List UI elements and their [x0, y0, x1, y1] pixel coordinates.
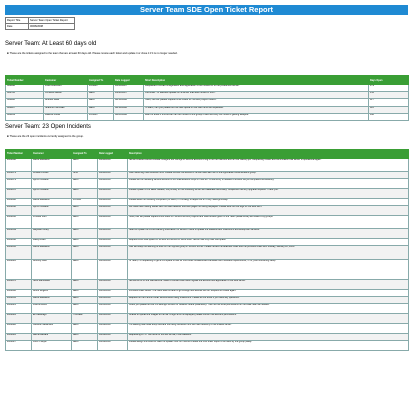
table-cell: 06/05/2008	[98, 246, 128, 260]
table-cell: I'm seeking that these temp files and not being removed from the main directory of the shared server.	[128, 324, 409, 334]
table-header-row	[6, 76, 409, 85]
table-cell: 117	[369, 99, 409, 106]
table-cell: Server crashed without Please configure the ConfigPro Service account to log on to the machine and run the backup job. Requesting restart and confirmation that server is operational again.	[128, 159, 409, 172]
table-cell: User switching roles effective 6/09. Please remove his access to SPM03 and add him to the Application Administrators group.	[128, 172, 409, 179]
table-row	[6, 341, 409, 351]
table-cell: Want to know if this server can be moved to the group's rack and why the move is getting delayed.	[144, 113, 369, 120]
table-row	[6, 206, 409, 216]
table-cell: 4060090	[6, 159, 32, 172]
table-cell: 06/04/2008	[98, 341, 128, 351]
table-cell: Request 2008 disk space on SPM03 ROSA/R3 on the E drive. Server has only 2GB free space.	[128, 239, 409, 246]
table-cell: LOGAN	[88, 85, 114, 92]
column-header: Date Logged	[98, 150, 128, 159]
table-cell: 4060041	[6, 297, 32, 304]
table-cell: Old ticket - IP address update for a server that was moved in 2007.	[144, 92, 369, 99]
table-cell: 4060045	[6, 246, 32, 260]
table-cell: 4060076	[6, 280, 32, 290]
column-header: Assigned To	[88, 76, 114, 85]
table-cell: 06/05/2008	[98, 297, 128, 304]
table-cell: BEAT	[72, 324, 98, 334]
table-cell: Mikey Andre	[32, 239, 72, 246]
table-cell: Unable to upload the images to the file. A login error is displayed, please confirm the account permissions.	[128, 314, 409, 324]
table-cell: 4060058	[6, 206, 32, 216]
table-row	[6, 113, 409, 120]
meta-value: Server Team Open Ticket Report	[29, 18, 75, 24]
table-cell: 06/04/2008	[98, 324, 128, 334]
column-header: Ticket Number	[6, 76, 44, 85]
table-cell: 06/06/2008	[98, 199, 128, 206]
table-cell: TURNER	[72, 314, 98, 324]
table-row	[6, 239, 409, 246]
table-row	[6, 314, 409, 324]
table-cell: Andrew Bass	[44, 99, 88, 106]
table-cell: 12/06/2007	[114, 85, 144, 92]
table-cell: BEAT	[72, 304, 98, 314]
table-cell: 4060022	[6, 334, 32, 341]
table-cell: 153	[369, 92, 409, 99]
table-row	[6, 85, 409, 92]
table-row	[6, 334, 409, 341]
table-cell: Caroline Neflamson	[32, 324, 72, 334]
table-cell: 06/06/2008	[98, 159, 128, 172]
table-cell: 108	[369, 113, 409, 120]
table-cell: BEAT	[72, 246, 98, 260]
table-cell: Need to update the ROSA warning notification for servers. Need to update the Baseline and SharePoint and Enterprise Services.	[128, 229, 409, 239]
table-cell: 4060079	[6, 172, 32, 179]
table-row	[6, 260, 409, 280]
column-header: Customer	[44, 76, 88, 85]
table-cell: Byron Fontaine	[32, 206, 72, 216]
table-cell: 609939	[6, 113, 44, 120]
table-row	[6, 216, 409, 229]
table-cell: Byron Fontaine	[32, 189, 72, 199]
table-cell: 609487	[6, 106, 44, 113]
section2-title: Server Team: 23 Open Incidents	[5, 124, 91, 130]
table-cell: 06/05/2008	[98, 290, 128, 297]
column-header: Description	[128, 150, 409, 159]
table-cell: BEAT	[72, 206, 98, 216]
table-cell: Hi Team, I'm requesting to get a VM space to use for Pilot order fundamental overhead cost PilotLane requirements, 1 TB, plus monitoring setup.	[128, 260, 409, 280]
table-cell: Can we setup the warning to RML for the SQLDA group in SPM03 ROSA. Please review the attached notes and the previous ticket sent Sunday, January 20, 2008.	[128, 246, 409, 260]
table-cell: 02/20/2008	[114, 113, 144, 120]
bullet-icon: ■	[7, 52, 9, 55]
meta-value: 06/08/2008	[29, 24, 75, 30]
meta-key: Report Title	[6, 18, 29, 24]
table-row	[6, 246, 409, 260]
table-cell: BEAT	[88, 92, 114, 99]
table-cell: Please update OS to latest release, the primary for the following server and database secondary. Suspected memory upgrade required. Thank you.	[128, 189, 409, 199]
table-row	[6, 280, 409, 290]
table-cell: BEAT	[72, 290, 98, 297]
table-cell: Jacob Maddison	[32, 159, 72, 172]
column-header: Date Logged	[114, 76, 144, 85]
open-incidents-table	[5, 149, 409, 351]
table-cell: SHE	[72, 172, 98, 179]
table-cell: Barnet Edward	[32, 334, 72, 341]
table-row	[6, 304, 409, 314]
section1-note	[7, 52, 178, 55]
table-row	[6, 99, 409, 106]
table-cell: 609096	[6, 85, 44, 92]
table-cell: 06/06/2008	[98, 229, 128, 239]
table-cell: 4060066	[6, 290, 32, 297]
table-cell: BEAT	[72, 260, 98, 280]
table-cell: Scott Manfredas	[32, 280, 72, 290]
table-cell: Could you please set the OS settings SPM03 for Network Share (read/write). Then set the local permissions for the Data Team as needed.	[128, 304, 409, 314]
table-cell: 06/06/2008	[98, 216, 128, 229]
bullet-icon: ■	[7, 135, 9, 138]
table-cell: Peter Robinson	[44, 85, 88, 92]
table-cell: 4060027	[6, 341, 32, 351]
column-header: Ticket Number	[6, 150, 32, 159]
table-row	[6, 290, 409, 297]
aged-tickets-table	[5, 75, 409, 121]
report-banner: Server Team SDE Open Ticket Report	[5, 5, 408, 15]
table-cell: 10/08/2007	[114, 92, 144, 99]
table-cell: 4060078	[6, 189, 32, 199]
table-cell: Please allow the following computers (or users, if it is easy) to adjust the IP Proxy Settings locally.	[128, 199, 409, 206]
table-cell: BEAT	[72, 216, 98, 229]
table-cell: 06/05/2008	[98, 314, 128, 324]
table-cell: Arthur Rogerts	[32, 290, 72, 297]
table-row	[6, 189, 409, 199]
table-cell: 02/12/2008	[114, 99, 144, 106]
table-cell: BEAT	[72, 229, 98, 239]
table-cell: 609488	[6, 99, 44, 106]
table-cell: 06/04/2008	[98, 334, 128, 341]
table-cell: BEAT	[88, 106, 114, 113]
table-cell: Byron Fontaine	[32, 179, 72, 189]
table-cell: Francis Wells	[32, 304, 72, 314]
table-cell: BEAT	[72, 334, 98, 341]
table-cell: Deanne Piksa	[44, 113, 88, 120]
column-header: Assigned To	[72, 150, 98, 159]
table-row	[6, 92, 409, 99]
table-cell: 4060023	[6, 260, 32, 280]
table-cell: Christine Allison	[44, 92, 88, 99]
table-row	[6, 159, 409, 172]
table-cell: Please set the following service account to run maintenance script on Test RH. A new entry is needed to ensure the job completes successfully.	[128, 179, 409, 189]
table-cell: BEAT	[72, 341, 98, 351]
table-cell: Previous ticket 42862. The client was not able to go through and access the file. Request to review again.	[128, 290, 409, 297]
table-row	[6, 172, 409, 179]
table-cell: 4060028	[6, 324, 32, 334]
section2-note	[7, 135, 84, 138]
table-cell: LOGAN	[72, 199, 98, 206]
table-cell: 06/06/2008	[98, 206, 128, 216]
table-row	[6, 106, 409, 113]
table-cell: Hi team, can you please set the disk quota on the user drive as requested.	[144, 106, 369, 113]
table-cell: 4060049	[6, 229, 32, 239]
table-cell: Shannon Nicholas	[44, 106, 88, 113]
table-cell: 06/06/2008	[98, 189, 128, 199]
column-header: Days Open	[369, 76, 409, 85]
table-cell: 4060021	[6, 304, 32, 314]
table-cell: Requesting a TXT file block on this set format, PRM Baseline.	[128, 334, 409, 341]
column-header: Short Description	[144, 76, 369, 85]
report-meta-table	[5, 17, 75, 30]
section2-note-text: These are the 23 open incidents currently assigned to the group.	[9, 135, 84, 138]
table-cell: Service error on the WebService. Need to contact client and migrate the account and application to the new server.	[128, 280, 409, 290]
table-cell: Anthony Reis	[32, 260, 72, 280]
table-cell: 4060024	[6, 314, 32, 324]
table-cell: John O'Boyle	[32, 341, 72, 351]
meta-row	[6, 24, 75, 30]
table-row	[6, 324, 409, 334]
table-cell: 06/05/2008	[98, 260, 128, 280]
table-row	[6, 229, 409, 239]
table-cell: LOGAN	[88, 113, 114, 120]
table-cell: BEAT	[72, 297, 98, 304]
table-cell: 06/06/2008	[98, 179, 128, 189]
table-cell: Kristian Forbes	[32, 172, 72, 179]
table-cell: 02/12/2008	[114, 106, 144, 113]
table-row	[6, 297, 409, 304]
table-cell: 116	[369, 106, 409, 113]
table-cell: BEAT	[72, 159, 98, 172]
table-cell: Hello, can we please request a file share for SPM03/SPM03 projects and have access given to the Team (Read/Write) and Read Only groups.	[128, 216, 409, 229]
table-cell: 06/06/2008	[98, 239, 128, 246]
section1-note-text: These are the tickets assigned to the team that are at least 60 days old. Please review each ticket and update it or close it if it is no longer needed.	[9, 52, 178, 55]
meta-key: Date	[6, 24, 29, 30]
table-cell: 609786	[6, 92, 44, 99]
table-row	[6, 179, 409, 189]
table-cell: 179	[369, 85, 409, 92]
table-header-row	[6, 150, 409, 159]
table-cell: Eli Kavanagh	[32, 314, 72, 324]
column-header: Customer	[32, 150, 72, 159]
table-cell: Blaydeen Wiley	[32, 229, 72, 239]
table-cell: 4060079	[6, 179, 32, 189]
section1-title: Server Team: At Least 60 days old	[5, 41, 97, 47]
table-cell: Request for the Permit Portal: Recommend using SharePoint. Please let me know if you have any questions.	[128, 297, 409, 304]
table-cell: 06/05/2008	[98, 304, 128, 314]
table-cell: 4060060	[6, 199, 32, 206]
table-cell: We have been having issues with the load balancer and web pages not being displayed. Please look into the logs for the web farm.	[128, 206, 409, 216]
table-cell: Priscilla Toon	[32, 216, 72, 229]
table-cell: BEAT	[72, 280, 98, 290]
table-cell: Jacob Maddison	[32, 199, 72, 206]
table-cell: Please assign this ticket to Niesh to update VBS JBT record to allow the Pilot order report to be used by the group (data).	[128, 341, 409, 351]
table-cell: BEAT	[72, 239, 98, 246]
table-cell: Jacob Maddison	[32, 246, 72, 260]
table-cell: 06/06/2008	[98, 172, 128, 179]
table-cell: 4060050	[6, 216, 32, 229]
table-cell: Hello, can we please request a file share for SPM03 project folders.	[144, 99, 369, 106]
table-cell: BEAT	[72, 179, 98, 189]
table-cell: 4060046	[6, 239, 32, 246]
table-cell: 06/05/2008	[98, 280, 128, 290]
table-cell: BEAT	[88, 99, 114, 106]
table-cell: Jacob Maddison	[32, 297, 72, 304]
table-cell: BEAT	[72, 189, 98, 199]
table-row	[6, 199, 409, 206]
table-cell: Requested Tomcat configuration and application to be moved on to the production server.	[144, 85, 369, 92]
